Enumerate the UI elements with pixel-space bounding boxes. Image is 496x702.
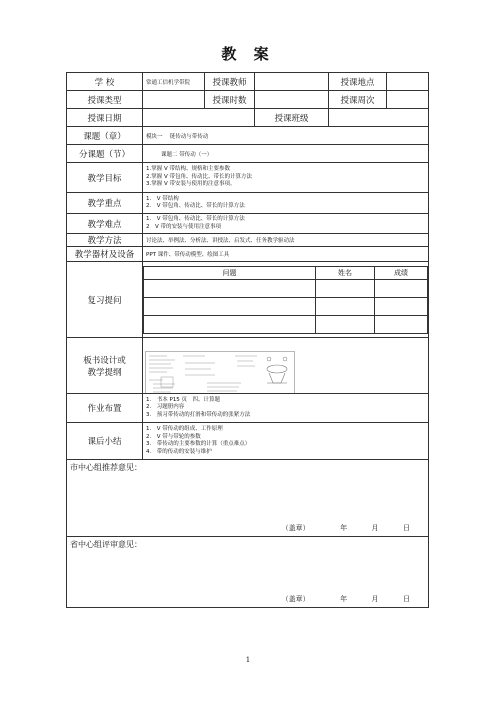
type-value[interactable] (143, 91, 205, 109)
review-cell-name[interactable] (316, 279, 375, 297)
summary-item: 2. V 带与带轮的参数 (146, 433, 201, 440)
key-points-list (143, 193, 429, 214)
review-header-score: 成绩 (375, 266, 428, 279)
page-number: 1 (245, 656, 251, 664)
province-opinion-cell[interactable] (67, 537, 429, 608)
difficulty-item: 1. V 带包角、传动比、带长的计算方法 (146, 216, 245, 222)
homework-list (143, 394, 429, 423)
hours-label: 授课时数 (205, 91, 255, 109)
school-label: 学 校 (67, 73, 143, 91)
topic-label: 课题（章） (67, 127, 143, 145)
lesson-plan-table (66, 72, 429, 608)
city-year: 年 (340, 524, 348, 532)
location-value[interactable] (387, 73, 429, 91)
key-points-label: 教学重点 (67, 193, 143, 214)
key-point-item: 2. V 带包角、传动比、带长的计算方法 (146, 203, 245, 209)
review-cell-question[interactable] (144, 297, 316, 315)
board-sketch-svg (145, 351, 295, 394)
province-month: 月 (371, 595, 379, 603)
summary-item: 4. 带的传动的安装与维护 (146, 448, 212, 455)
document-title: 教 案 (221, 45, 275, 63)
equipment-label: 教学器材及设备 (67, 247, 143, 262)
objective-item: 3.掌握 V 带安装与使用的注意事项。 (146, 181, 236, 188)
homework-label: 作业布置 (67, 394, 143, 423)
review-label: 复习提问 (67, 262, 143, 338)
province-seal: （盖章） (281, 595, 310, 603)
province-year: 年 (340, 595, 348, 603)
review-cell-question[interactable] (144, 315, 316, 333)
difficulties-label: 教学难点 (67, 214, 143, 234)
board-label-line1: 板书设计或 (83, 355, 126, 366)
city-opinion-label: 市中心组推荐意见： (70, 463, 142, 472)
difficulty-item: 2 V 带的安装与使用注意事项 (146, 223, 222, 230)
city-signature-line (67, 523, 429, 533)
review-table (143, 266, 428, 334)
review-cell (143, 262, 429, 338)
objective-item: 2.掌握 V 带包角、传动比、带长的计算方法 (146, 173, 253, 180)
methods-value: 讨论法、举例法、分析法、讲授法、启发式、任务教学驱动法 (143, 234, 429, 247)
homework-item: 1. 书本 P15 页 四、计算题 (146, 396, 221, 403)
date-value[interactable] (143, 109, 255, 127)
review-cell-name[interactable] (316, 297, 375, 315)
homework-item: 2. 习题册内容 (146, 404, 185, 411)
province-day: 日 (403, 595, 410, 603)
review-cell-score[interactable] (375, 315, 428, 333)
city-month: 月 (371, 524, 379, 532)
homework-item: 3. 预习带传动的打滑和带传动的张紧方法 (146, 411, 251, 418)
methods-label: 教学方法 (67, 234, 143, 247)
school-value: 常通工信机学带院 (143, 73, 205, 91)
province-opinion-label: 省中心组评审意见： (70, 540, 142, 549)
board-label (67, 338, 143, 394)
review-header-name: 姓名 (316, 266, 375, 279)
review-cell-score[interactable] (375, 279, 428, 297)
city-day: 日 (403, 524, 410, 532)
summary-label: 课后小结 (67, 423, 143, 460)
location-label: 授课地点 (329, 73, 387, 91)
hours-value[interactable] (255, 91, 329, 109)
objective-item: 1.掌握 V 带结构、规格和主要参数 (146, 166, 231, 173)
type-label: 授课类型 (67, 91, 143, 109)
subtopic-label: 分课题（节） (67, 145, 143, 163)
board-label-line2: 教学提纲 (87, 367, 122, 378)
review-cell-name[interactable] (316, 315, 375, 333)
topic-value: 模块一 链传动与带传动 (143, 127, 429, 145)
objectives-list (143, 163, 429, 193)
class-value[interactable] (329, 109, 429, 127)
review-header-question: 问题 (144, 266, 316, 279)
summary-item: 3. 带传动的主要参数的计算（重点难点） (146, 441, 251, 447)
difficulties-list (143, 214, 429, 234)
summary-list (143, 423, 429, 460)
key-point-item: 1. V 带结构 (146, 195, 179, 202)
summary-item: 1. V 带传动的组成、工作原理 (146, 426, 223, 432)
board-sketch-image (145, 351, 295, 381)
equipment-value: PPT 课件、带传动模型、绘图工具 (143, 247, 429, 262)
board-cell (143, 338, 429, 394)
teacher-value[interactable] (255, 73, 329, 91)
class-label: 授课班级 (255, 109, 329, 127)
week-value[interactable] (387, 91, 429, 109)
subtopic-value: 课题二 带传动（一） (143, 145, 429, 163)
review-cell-question[interactable] (144, 279, 316, 297)
date-label: 授课日期 (67, 109, 143, 127)
teacher-label: 授课教师 (205, 73, 255, 91)
week-label: 授课周次 (329, 91, 387, 109)
city-opinion-cell[interactable] (67, 460, 429, 537)
review-cell-score[interactable] (375, 297, 428, 315)
city-seal: （盖章） (281, 524, 310, 532)
objectives-label: 教学目标 (67, 163, 143, 193)
province-signature-line (67, 594, 429, 604)
